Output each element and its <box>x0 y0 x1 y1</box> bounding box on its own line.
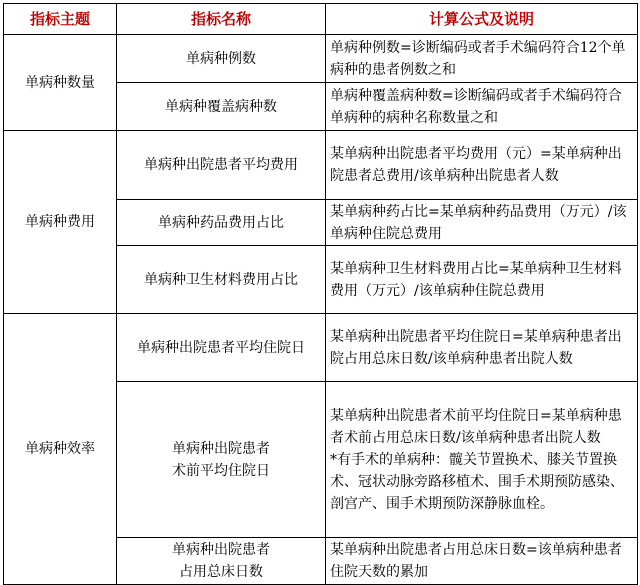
indicator-name-cell: 单病种出院患者平均费用 <box>117 131 326 200</box>
indicator-name-cell: 单病种例数 <box>117 35 326 83</box>
topic-cell-efficiency: 单病种效率 <box>4 314 117 585</box>
header-topic: 指标主题 <box>4 4 117 35</box>
table-row <box>4 35 638 83</box>
indicator-name-cell: 单病种覆盖病种数 <box>117 83 326 131</box>
indicator-name-cell: 单病种药品费用占比 <box>117 200 326 246</box>
topic-cell-quantity: 单病种数量 <box>4 35 117 131</box>
table-header-row <box>4 4 638 35</box>
header-name: 指标名称 <box>117 4 326 35</box>
indicator-name-cell: 单病种出院患者平均住院日 <box>117 314 326 382</box>
indicator-name-line: 占用总床日数 <box>179 564 263 580</box>
formula-cell: 某单病种出院患者占用总床日数=该单病种患者住院天数的累加 <box>326 538 638 585</box>
table-row <box>4 131 638 200</box>
indicator-table-container <box>3 3 638 585</box>
formula-cell <box>326 382 638 538</box>
indicator-name-line: 单病种出院患者 <box>172 542 270 558</box>
formula-cell: 某单病种出院患者平均费用（元）=某单病种出院患者总费用/该单病种出院患者人数 <box>326 131 638 200</box>
formula-cell: 某单病种卫生材料费用占比=某单病种卫生材料费用（万元）/该单病种住院总费用 <box>326 246 638 314</box>
header-formula: 计算公式及说明 <box>326 4 638 35</box>
indicator-name-line: 术前平均住院日 <box>172 462 270 479</box>
indicator-name-cell <box>117 538 326 585</box>
formula-text: 某单病种出院患者术前平均住院日=某单病种患者术前占用总床日数/该单病种患者出院人数 <box>330 407 622 446</box>
indicator-name-cell: 单病种卫生材料费用占比 <box>117 246 326 314</box>
topic-cell-cost: 单病种费用 <box>4 131 117 314</box>
formula-cell: 单病种例数=诊断编码或者手术编码符合12个单病种的患者例数之和 <box>326 35 638 83</box>
indicator-name-line: 单病种出院患者 <box>172 440 270 457</box>
indicator-table <box>3 3 638 585</box>
indicator-name-cell <box>117 382 326 538</box>
formula-cell: 某单病种药占比=某单病种药品费用（万元）/该单病种住院总费用 <box>326 200 638 246</box>
formula-cell: 某单病种出院患者平均住院日=某单病种患者出院占用总床日数/该单病种患者出院人数 <box>326 314 638 382</box>
formula-cell: 单病种覆盖病种数=诊断编码或者手术编码符合单病种的病种名称数量之和 <box>326 83 638 131</box>
formula-note: *有手术的单病种：髋关节置换术、膝关节置换术、冠状动脉旁路移植术、围手术期预防感染、剖宫产、围手术期预防深静脉血栓。 <box>330 451 624 512</box>
table-row <box>4 314 638 382</box>
